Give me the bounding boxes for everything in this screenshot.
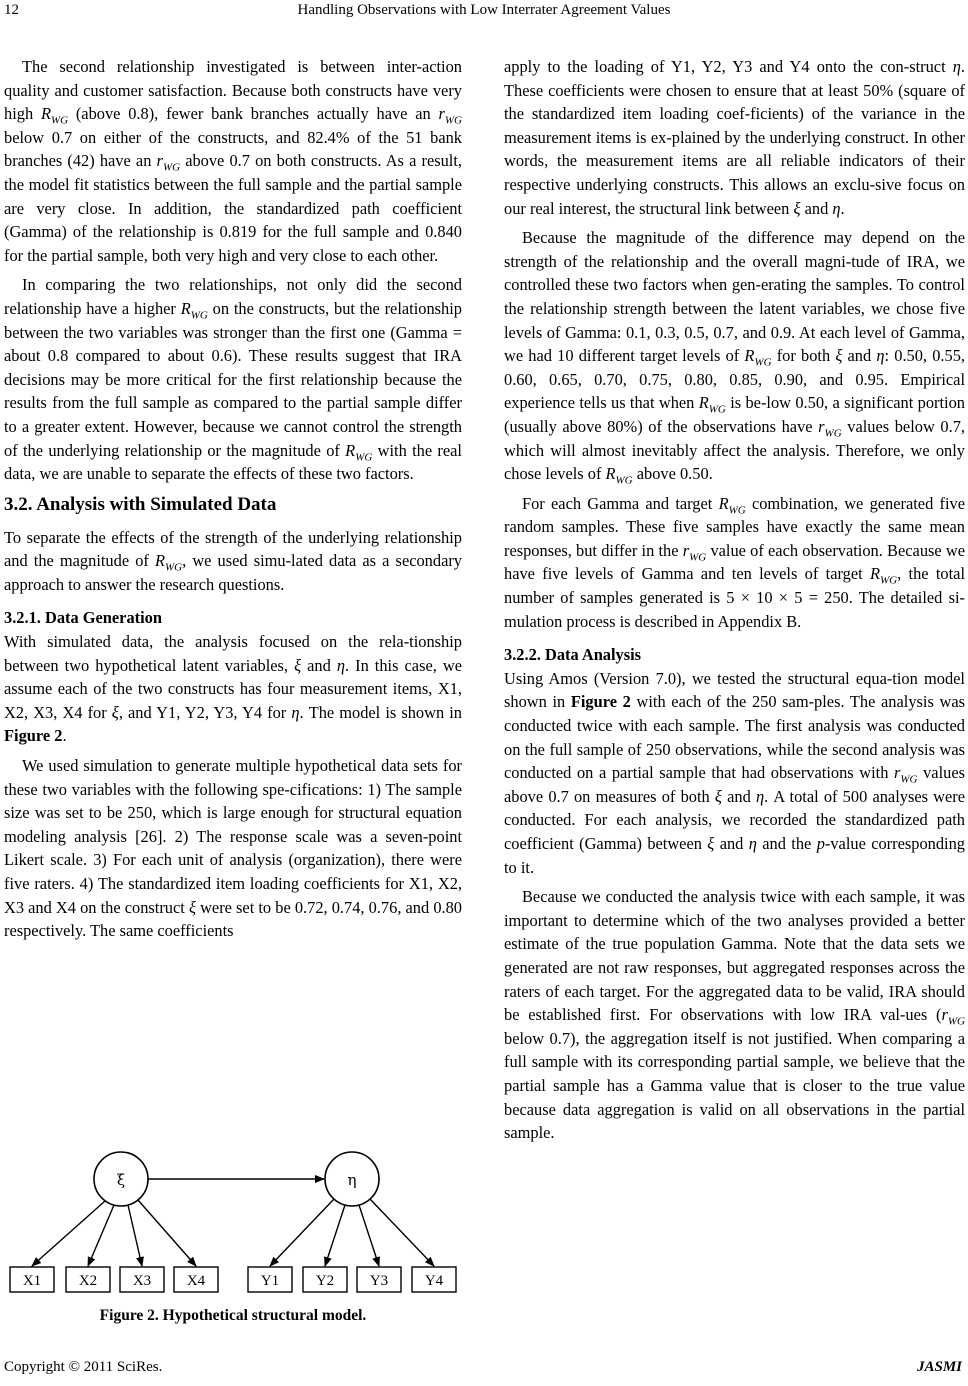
paragraph: apply to the loading of Y1, Y2, Y3 and Y4 onto the con-struct η. These coefficients were chosen to ensure that at least 50% (square of the standardized item loading coef-ficients) of the variance in the measurement items is ex-plained by the underlying construct. In other words, the measurement items are all reliable indicators of their respective underlying constructs. This allows an exclu-sive focus on our real interest, the structural link between ξ and η. (504, 57, 965, 218)
section-heading: 3.2. Analysis with Simulated Data (4, 493, 277, 515)
indicator-label: Y1 (260, 1273, 280, 1289)
indicator-label: Y4 (424, 1273, 444, 1289)
loading-arrow (128, 1205, 142, 1266)
journal-name: JASMI (916, 1359, 962, 1375)
running-title: Handling Observations with Low Interrater Agreement Values (297, 2, 671, 18)
right-column (504, 55, 965, 1151)
loading-arrow (359, 1205, 379, 1266)
structural-model-diagram (4, 1143, 462, 1303)
paragraph: The second relationship investigated is between inter-action quality and customer satisfaction. Because both constructs have very high $R_{WG}$ (above 0.8), fewer bank branches actually have an $r_{WG}$ below 0.7 on either of the constructs, and 82.4% of the 51 bank branches (42) have an $r_{WG}$ above 0.7 on both constructs. As a result, the model fit statistics between the full sample and the partial sample are very close. In addition, the standardized path coefficient (Gamma) of the relationship is 0.819 for the full sample and 0.840 for the partial sample, both very high and very close to each other. (4, 57, 463, 265)
xi-construct (94, 1152, 148, 1206)
indicator-label: Y3 (369, 1273, 389, 1289)
indicator-label: X4 (186, 1273, 206, 1289)
left-column (4, 55, 462, 949)
paragraph: To separate the effects of the strength of the underlying relationship and the magnitude of $R_{WG}$, we used simu-lated data as a secondary approach to answer the research questions. (4, 527, 463, 594)
eta-construct (325, 1152, 379, 1206)
paragraph: Because the magnitude of the difference may depend on the strength of the relationship and the overall magni-tude of IRA, we controlled these two factors when gen-erating the samples. To control the relationship strength between the latent variables, we chose five levels of Gamma: 0.1, 0.3, 0.5, 0.7, and 0.9. At each level of Gamma, we had 10 different target levels of $R_{WG}$ for both ξ and η: 0.50, 0.55, 0.60, 0.65, 0.70, 0.75, 0.80, 0.85, 0.90, and 0.95. Empirical experience tells us that when $R_{WG}$ is be-low 0.50, a significant portion (usually above 80%) of the observations have $r_{WG}$ values below 0.7, which will almost inevitably affect the analysis. Therefore, we only chose levels of $R_{WG}$ above 0.50. (504, 228, 966, 487)
page-number: 12 (4, 2, 19, 18)
figure-caption: Figure 2. Hypothetical structural model. (99, 1307, 367, 1324)
loading-arrow (32, 1201, 105, 1266)
indicator-label: X2 (78, 1273, 98, 1289)
xi-label: ξ (116, 1171, 126, 1189)
subsection-heading: 3.2.1. Data Generation (4, 608, 162, 628)
paragraph: For each Gamma and target $R_{WG}$ combination, we generated five random samples. These five samples have exactly the same mean responses, but differ in the $r_{WG}$ value of each observation. Because we have five levels of Gamma and ten levels of target $R_{WG}$, the total number of samples generated is 5 × 10 × 5 = 250. The detailed si-mulation process is described in Appendix B. (504, 493, 966, 631)
paragraph: Using Amos (Version 7.0), we tested the structural equa-tion model shown in Figure 2 with each of the 250 sam-ples. The analysis was conducted twice with each sample. The first analysis was conducted on the full sample of 250 observations, while the second analysis was conducted on a partial sample that had observations with $r_{WG}$ values above 0.7 on measures of both ξ and η. A total of 500 analyses were conducted. For each analysis, we recorded the standardized path coefficient (Gamma) between ξ and η and the p-value corresponding to it. (504, 668, 965, 877)
loading-arrow (270, 1199, 334, 1266)
subsection-heading: 3.2.2. Data Analysis (504, 645, 642, 665)
loading-arrow (88, 1205, 114, 1266)
loading-arrow (325, 1205, 345, 1266)
paragraph: We used simulation to generate multiple hypothetical data sets for these two variables with the following spe-cifications: 1) The sample size was set to be 250, which is large enough for structural equation modeling analysis [26]. 2) The response scale was a seven-point Likert scale. 3) For each unit of analysis (organization), there were five raters. 4) The standardized item loading coefficients for X1, X2, X3 and X4 on the construct ξ were set to be 0.72, 0.74, 0.76, and 0.80 respectively. The same coefficients (4, 756, 462, 941)
x-items (10, 1267, 218, 1292)
paragraph: In comparing the two relationships, not only did the second relationship have a higher $R_{WG}$ on the constructs, but the relationship between the two variables was stronger than the first one (Gamma = about 0.8 compared to about 0.6). These results suggest that IRA decisions may be more critical for the first relationship because the results from the full sample as compared to the partial sample differ to a greater extent. However, because we cannot control the strength of the underlying relationship or the magnitude of $R_{WG}$ with the real data, we are unable to separate the effects of these two factors. (4, 275, 462, 484)
paragraph: Because we conducted the analysis twice with each sample, it was important to determine which of the two analyses provided a better estimate of the true population Gamma. Note that the data sets we generated are not raw responses, but aggregated responses across the raters of each target. For the aggregated data to be valid, IRA should be established first. For observations with low IRA val-ues ($r_{WG}$ below 0.7), the aggregation itself is not justified. When comparing a full sample with its corresponding partial sample, we believe that the partial sample has a Gamma value that is closer to the true value because data aggregation is valid on all observations in the partial sample. (504, 887, 965, 1143)
figure-2 (4, 1143, 462, 1333)
page-header (0, 2, 968, 24)
y-items (248, 1267, 456, 1292)
indicator-label: X1 (22, 1273, 42, 1289)
loading-arrow (370, 1199, 434, 1266)
indicator-label: X3 (132, 1273, 152, 1289)
loading-arrow (138, 1200, 196, 1266)
copyright: Copyright © 2011 SciRes. (4, 1359, 163, 1375)
indicator-label: Y2 (315, 1273, 335, 1289)
paragraph: With simulated data, the analysis focused on the rela-tionship between two hypothetical latent variables, ξ and η. In this case, we assume each of the two constructs has four measurement items, X1, X2, X3, X4 for ξ, and Y1, Y2, Y3, Y4 for η. The model is shown in Figure 2. (4, 632, 463, 746)
eta-label: η (347, 1171, 357, 1189)
